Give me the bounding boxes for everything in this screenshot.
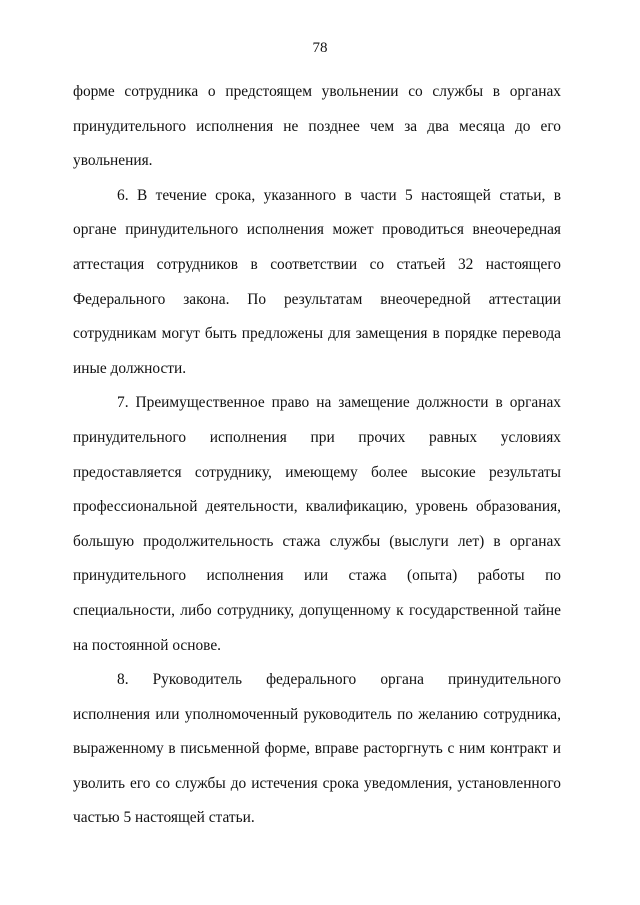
paragraph-item-6: 6. В течение срока, указанного в части 5 настоящей статьи, в органе принудительного исполнения может проводиться внеочередная аттестация сотрудников в соответствии со статьей 32 настоящего Федерального закона. По результатам внеочередной аттестации сотрудникам могут быть предложены для замещения в порядке перевода иные должности. bbox=[73, 186, 561, 377]
document-body bbox=[73, 75, 561, 836]
paragraph-item-7: 7. Преимущественное право на замещение должности в органах принудительного исполнения при прочих равных условиях предоставляется сотруднику, имеющему более высокие результаты профессиональной деятельности, квалификацию, уровень образования, большую продолжительность стажа службы (выслуги лет) в органах принудительного исполнения или стажа (опыта) работы по специальности, либо сотруднику, допущенному к государственной тайне на постоянной основе. bbox=[73, 394, 561, 654]
paragraph-item-8: 8. Руководитель федерального органа принудительного исполнения или уполномоченный руководитель по желанию сотрудника, выраженному в письменной форме, вправе расторгнуть с ним контракт и уволить его со службы до истечения срока уведомления, установленного частью 5 настоящей статьи. bbox=[73, 671, 561, 827]
page-number: 78 bbox=[312, 40, 328, 56]
paragraph-continuation: форме сотрудника о предстоящем увольнении со службы в органах принудительного исполнения не позднее чем за два месяца до его увольнения. bbox=[73, 83, 561, 170]
